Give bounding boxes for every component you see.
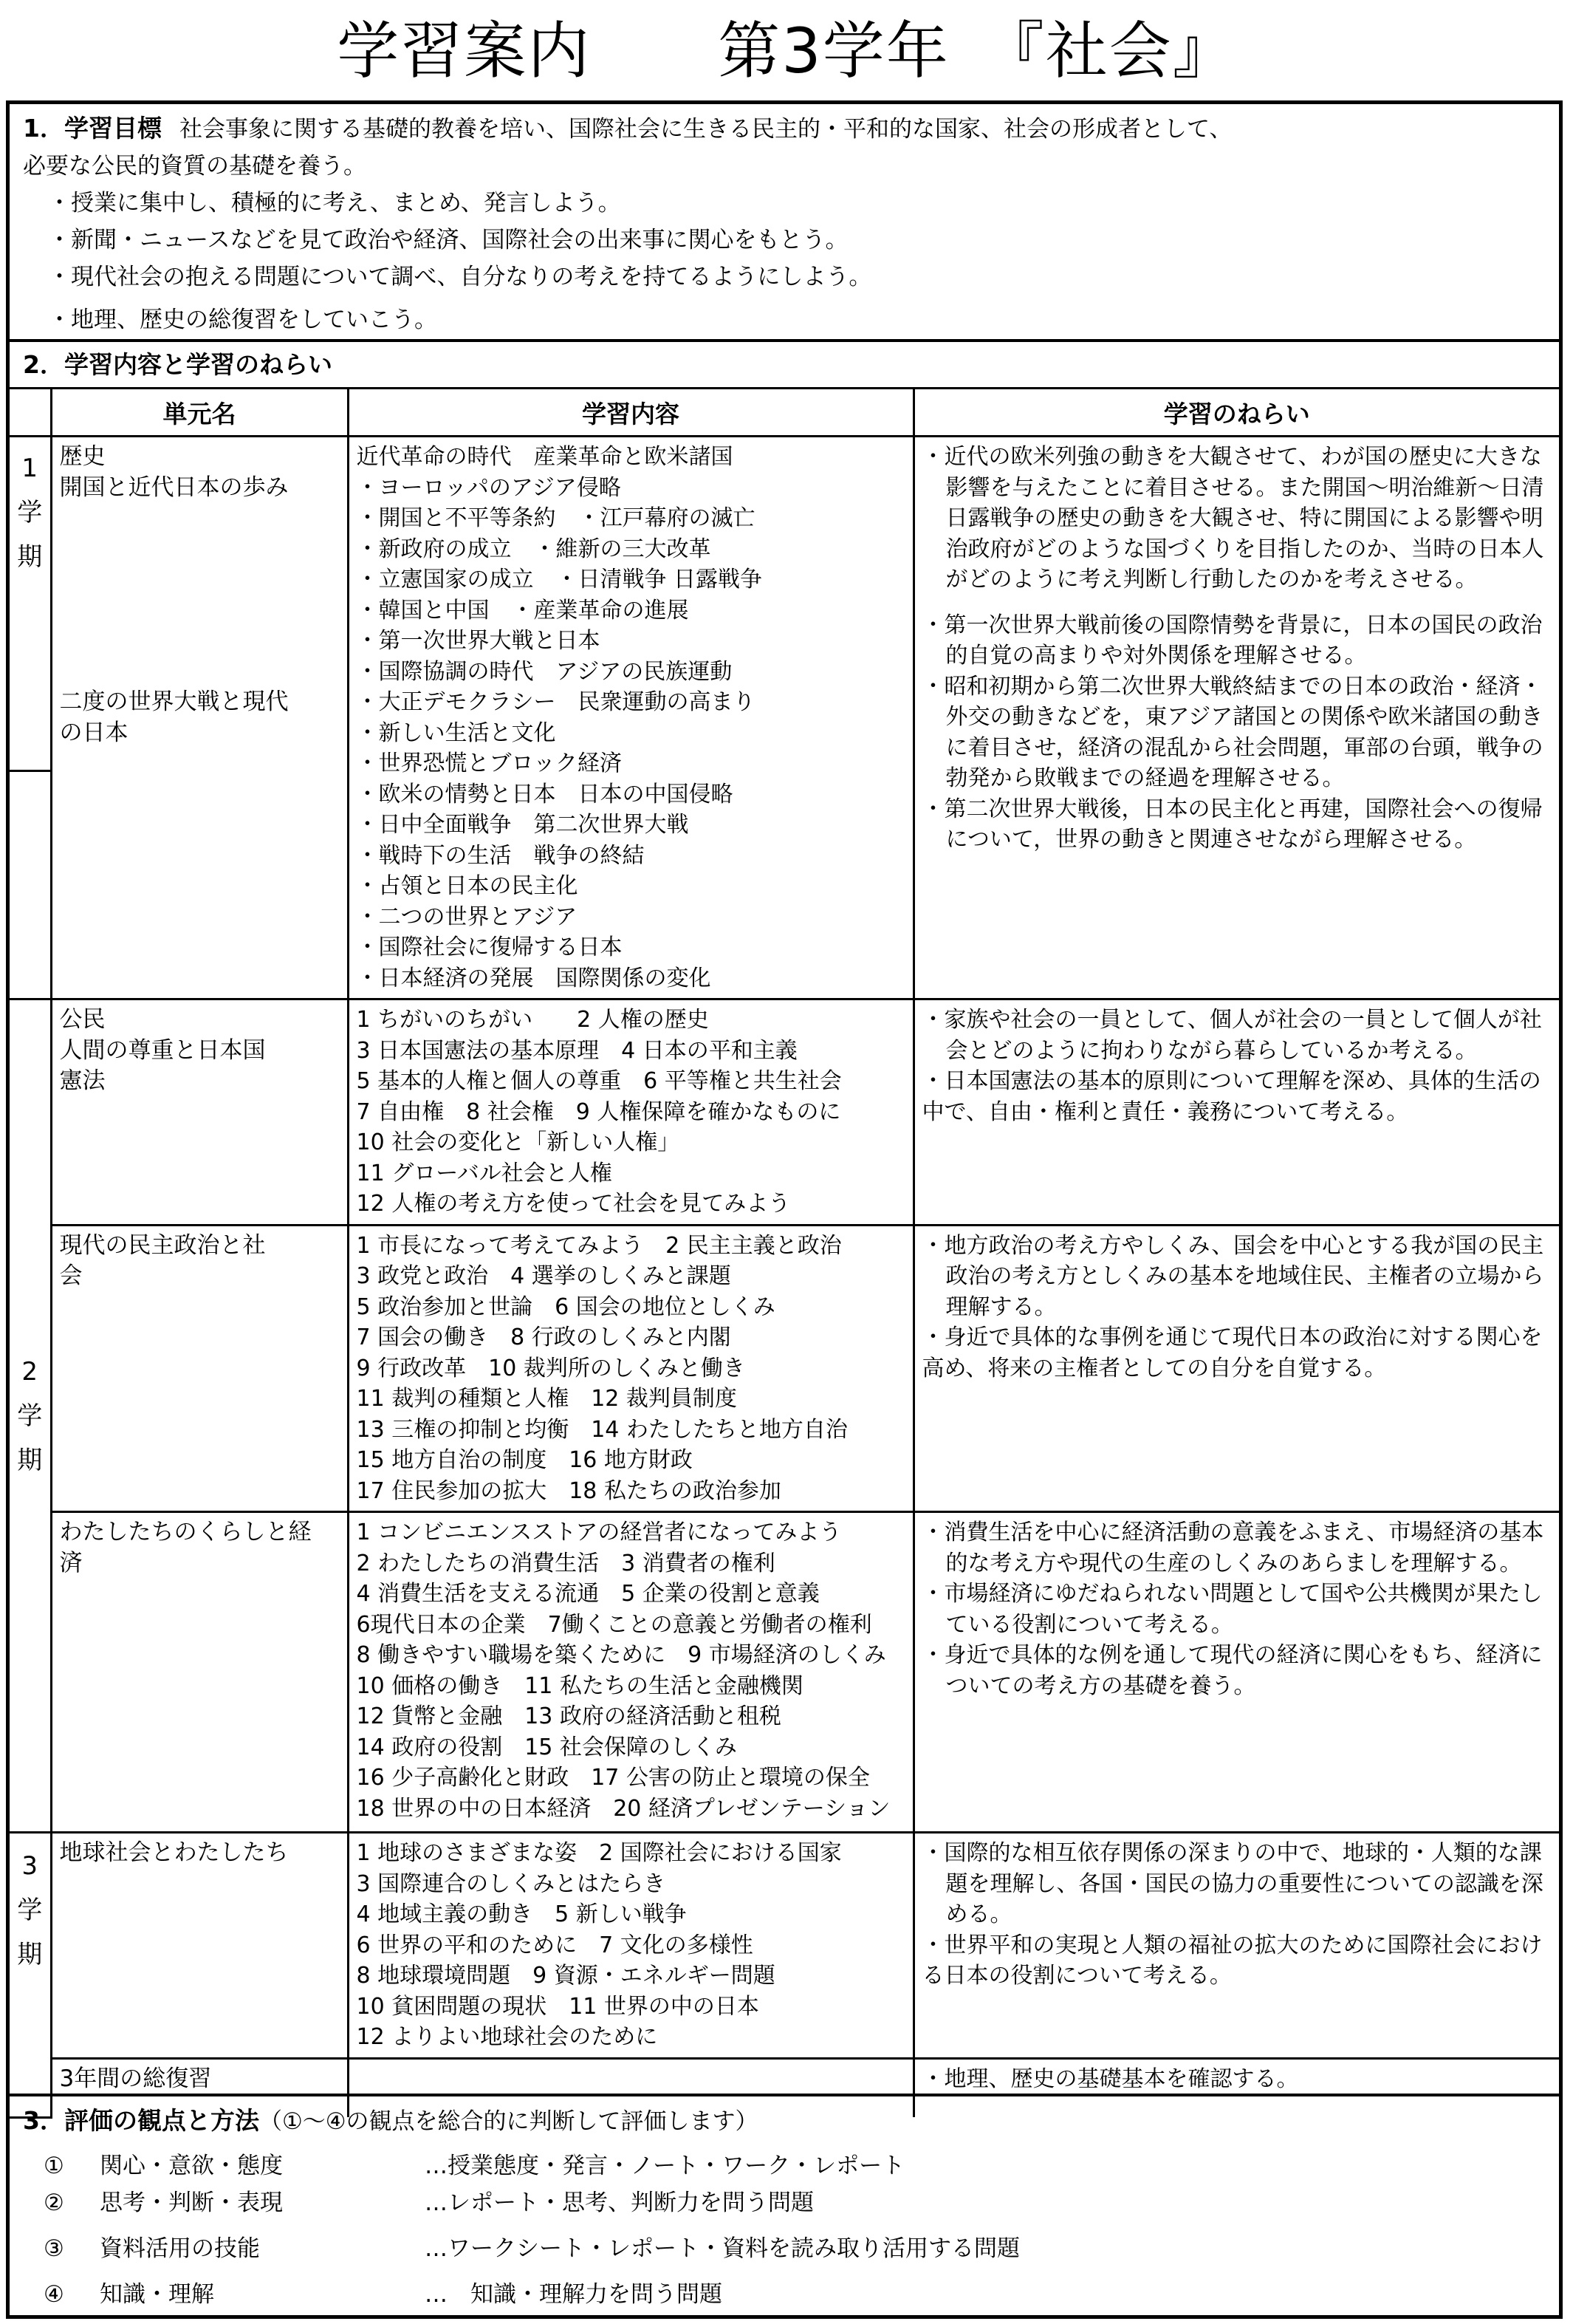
content-line: ・大正デモクラシー 民衆運動の高まり bbox=[356, 689, 755, 715]
content-cell bbox=[348, 999, 914, 1226]
criterion-name: 資料活用の技能 bbox=[100, 2235, 260, 2262]
content-line: 8 働きやすい職場を築くために 9 市場経済のしくみ bbox=[356, 1642, 886, 1668]
goal-text-line1: 社会事象に関する基礎的教養を培い、国際社会に生きる民主的・平和的な国家、社会の形成者として、 bbox=[179, 116, 1233, 143]
table-row bbox=[10, 1225, 1559, 1512]
content-line: 18 世界の中の日本経済 20 経済プレゼンテーション bbox=[356, 1795, 891, 1822]
criterion-method: …レポート・思考、判断力を問う問題 bbox=[425, 2190, 814, 2216]
column-header-aim: 学習のねらい bbox=[914, 389, 1559, 437]
aim-item: ・地方政治の考え方やしくみ、国会を中心とする我が国の民主政治の考え方としくみの基本を地域住民、主権者の立場から理解する。 bbox=[922, 1232, 1544, 1320]
table-row bbox=[10, 1833, 1559, 2059]
criterion-number: ① bbox=[44, 2153, 64, 2179]
content-cell bbox=[348, 1833, 914, 2059]
column-header-content: 学習内容 bbox=[348, 389, 914, 437]
content-line: 11 裁判の種類と人権 12 裁判員制度 bbox=[356, 1386, 737, 1412]
criterion-method: … 知識・理解力を問う問題 bbox=[425, 2281, 722, 2308]
learning-goals-heading: 1．学習目標 bbox=[23, 114, 162, 143]
evaluation-section bbox=[10, 2094, 1559, 2315]
content-cell bbox=[348, 1225, 914, 1512]
content-line: 3 日本国憲法の基本原理 4 日本の平和主義 bbox=[356, 1037, 798, 1064]
content-line: 12 人権の考え方を使って社会を見てみよう bbox=[356, 1191, 791, 1217]
term-3-label: 3 学 期 bbox=[10, 1833, 51, 2118]
content-line: 1 コンビニエンスストアの経営者になってみよう bbox=[356, 1520, 842, 1545]
content-line: 5 政治参加と世論 6 国会の地位としくみ bbox=[356, 1293, 775, 1320]
learning-goals-section bbox=[10, 104, 1559, 342]
content-line: ・新しい生活と文化 bbox=[356, 720, 556, 746]
content-line: 7 国会の働き 8 行政のしくみと内閣 bbox=[356, 1325, 731, 1350]
term-cell bbox=[10, 437, 51, 999]
criterion-name: 思考・判断・表現 bbox=[100, 2190, 283, 2216]
content-line: ・世界恐慌とブロック経済 bbox=[356, 751, 622, 776]
content-line: 1 地球のさまざまな姿 2 国際社会における国家 bbox=[356, 1840, 842, 1866]
column-header-unit: 単元名 bbox=[51, 389, 348, 437]
content-line: 15 地方自治の制度 16 地方財政 bbox=[356, 1447, 693, 1473]
table-row bbox=[10, 1512, 1559, 1833]
content-line: 12 貨幣と金融 13 政府の経済活動と租税 bbox=[356, 1703, 781, 1729]
content-line: 5 基本的人権と個人の尊重 6 平等権と共生社会 bbox=[356, 1068, 842, 1094]
goal-bullet: ・新聞・ニュースなどを見て政治や経済、国際社会の出来事に関心をもとう。 bbox=[48, 227, 849, 253]
criterion-method: …授業態度・発言・ノート・ワーク・レポート bbox=[425, 2153, 905, 2179]
aim-item: ・昭和初期から第二次世界大戦終結までの日本の政治・経済・外交の動きなどを，東アジア諸国との関係や欧米諸国の動きに着目させ，経済の混乱から社会問題，軍部の台頭，戦争の勃発から敗戦までの経過を理解させる。 bbox=[922, 673, 1543, 791]
content-line: 10 社会の変化と「新しい人権」 bbox=[356, 1129, 680, 1155]
content-line: ・欧米の情勢と日本 日本の中国侵略 bbox=[356, 781, 733, 807]
content-line: 14 政府の役割 15 社会保障のしくみ bbox=[356, 1734, 737, 1760]
aim-cell bbox=[914, 437, 1559, 999]
aim-cell bbox=[914, 1512, 1559, 1833]
unit-name: 3年間の総復習 bbox=[51, 2058, 348, 2117]
aim-cell bbox=[914, 1833, 1559, 2059]
aim-item: ・消費生活を中心に経済活動の意義をふまえ、市場経済の基本的な考え方や現代の生産のしくみのあらましを理解する。 bbox=[922, 1520, 1544, 1576]
content-line: 6 世界の平和のために 7 文化の多様性 bbox=[356, 1932, 753, 1958]
content-line: ・韓国と中国 ・産業革命の進展 bbox=[356, 597, 689, 623]
aim-item: ・第一次世界大戦前後の国際情勢を背景に，日本の国民の政治的自覚の高まりや対外関係を理解させる。 bbox=[922, 612, 1543, 669]
content-line: 1 市長になって考えてみよう 2 民主主義と政治 bbox=[356, 1232, 842, 1259]
unit-name: 歴史 開国と近代日本の歩み 二度の世界大戦と現代 の日本 bbox=[51, 437, 348, 999]
evaluation-heading: 3．評価の観点と方法 bbox=[23, 2106, 259, 2135]
aim-cell bbox=[914, 1225, 1559, 1512]
criterion-number: ② bbox=[44, 2190, 64, 2216]
aim-cell bbox=[914, 999, 1559, 1226]
page-title: 学習案内 第3学年 『社会』 bbox=[337, 15, 1236, 87]
unit-name: わたしたちのくらしと経 済 bbox=[51, 1512, 348, 1833]
content-line: ・戦時下の生活 戦争の終結 bbox=[356, 842, 645, 869]
content-line: ・日中全面戦争 第二次世界大戦 bbox=[356, 812, 689, 838]
content-line: ・第一次世界大戦と日本 bbox=[356, 628, 600, 654]
table-row bbox=[10, 437, 1559, 999]
aim-item: ・国際的な相互依存関係の深まりの中で、地球的・人類的な課題を理解し、各国・国民の協力の重要性についての認識を深める。 bbox=[922, 1840, 1543, 1927]
content-line: 3 国際連合のしくみとはたらき bbox=[356, 1870, 666, 1897]
criterion-row bbox=[44, 2231, 1020, 2266]
content-line: 10 価格の働き 11 私たちの生活と金融機関 bbox=[356, 1672, 803, 1699]
content-cell bbox=[348, 437, 914, 999]
goal-bullet: ・授業に集中し、積極的に考え、まとめ、発言しよう。 bbox=[48, 190, 621, 216]
content-line: 16 少子高齢化と財政 17 公害の防止と環境の保全 bbox=[356, 1765, 870, 1791]
content-line: 11 グローバル社会と人権 bbox=[356, 1160, 612, 1186]
unit-name: 現代の民主政治と社 会 bbox=[51, 1225, 348, 1512]
aim-item: ・身近で具体的な事例を通じて現代日本の政治に対する関心を高め、将来の主権者としての自分を自覚する。 bbox=[922, 1325, 1543, 1381]
content-line: ・立憲国家の成立 ・日清戦争 日露戦争 bbox=[356, 567, 763, 592]
unit-table bbox=[10, 389, 1559, 2119]
content-line: ・二つの世界とアジア bbox=[356, 903, 578, 930]
content-line: 13 三権の抑制と均衡 14 わたしたちと地方自治 bbox=[356, 1416, 848, 1443]
content-line: 4 地域主義の動き 5 新しい戦争 bbox=[356, 1901, 687, 1927]
criterion-row bbox=[44, 2185, 814, 2221]
term-1-label: 1 学 期 bbox=[10, 437, 50, 772]
aim-item: ・市場経済にゆだねられない問題として国や公共機関が果たしている役割について考える。 bbox=[922, 1581, 1543, 1638]
evaluation-heading-row bbox=[10, 2096, 1559, 2146]
goal-bullet: ・現代社会の抱える問題について調べ、自分なりの考えを持てるようにしよう。 bbox=[48, 264, 872, 290]
criterion-row bbox=[44, 2148, 905, 2184]
aim-item: ・地理、歴史の基礎基本を確認する。 bbox=[922, 2065, 1299, 2092]
content-cell bbox=[348, 1512, 914, 1833]
content-line: ・ヨーロッパのアジア侵略 bbox=[356, 474, 621, 501]
criterion-number: ④ bbox=[44, 2281, 64, 2308]
criterion-method: …ワークシート・レポート・資料を読み取り活用する問題 bbox=[425, 2235, 1020, 2262]
content-line: 1 ちがいのちがい 2 人権の歴史 bbox=[356, 1007, 709, 1033]
content-line: 6現代日本の企業 7働くことの意義と労働者の権利 bbox=[356, 1611, 872, 1638]
content-line: 近代革命の時代 産業革命と欧米諸国 bbox=[356, 444, 733, 470]
criterion-name: 関心・意欲・態度 bbox=[100, 2153, 283, 2179]
goal-text-line2: 必要な公民的資質の基礎を養う。 bbox=[23, 153, 366, 180]
content-line: 7 自由権 8 社会権 9 人権保障を確かなものに bbox=[356, 1098, 841, 1125]
content-line: ・新政府の成立 ・維新の三大改革 bbox=[356, 536, 711, 562]
aim-item: ・身近で具体的な例を通して現代の経済に関心をもち、経済についての考え方の基礎を養う。 bbox=[922, 1642, 1543, 1699]
content-line: ・開国と不平等条約 ・江戸幕府の滅亡 bbox=[356, 505, 755, 531]
term-header bbox=[10, 389, 51, 437]
content-line: 10 貧困問題の現状 11 世界の中の日本 bbox=[356, 1993, 759, 2020]
goal-bullet: ・地理、歴史の総復習をしていこう。 bbox=[48, 307, 437, 333]
content-line: 9 行政改革 10 裁判所のしくみと働き bbox=[356, 1355, 745, 1381]
evaluation-note: （①～④の観点を総合的に判断して評価します） bbox=[258, 2108, 758, 2135]
term-2-label: 2 学 期 bbox=[10, 999, 51, 1833]
unit-name: 公民 人間の尊重と日本国 憲法 bbox=[51, 999, 348, 1226]
content-line: ・日本経済の発展 国際関係の変化 bbox=[356, 965, 711, 991]
aim-item: ・第二次世界大戦後，日本の民主化と再建，国際社会への復帰について，世界の動きと関連させながら理解させる。 bbox=[922, 796, 1543, 852]
table-header-row bbox=[10, 389, 1559, 437]
content-line: 3 政党と政治 4 選挙のしくみと課題 bbox=[356, 1263, 731, 1289]
content-line: 17 住民参加の拡大 18 私たちの政治参加 bbox=[356, 1477, 781, 1504]
criterion-name: 知識・理解 bbox=[100, 2281, 214, 2308]
criterion-row bbox=[44, 2277, 722, 2312]
aim-item: ・近代の欧米列強の動きを大観させて、わが国の歴史に大きな影響を与えたことに着目させる。また開国～明治維新～日清日露戦争の歴史の動きを大観させ、特に開国による影響や明治政府がどのような国づくりを目指したのか、当時の日本人がどのように考え判断し行動したのかを考えさせる。 bbox=[922, 444, 1544, 592]
aim-item: ・日本国憲法の基本的原則について理解を深め、具体的生活の中で、自由・権利と責任・義務について考える。 bbox=[922, 1068, 1541, 1125]
content-line: 4 消費生活を支える流通 5 企業の役割と意義 bbox=[356, 1581, 820, 1607]
aim-item: ・世界平和の実現と人類の福祉の拡大のために国際社会における日本の役割について考える。 bbox=[922, 1932, 1543, 1989]
learning-content-heading: 2．学習内容と学習のねらい bbox=[10, 342, 1559, 389]
content-line: 8 地球環境問題 9 資源・エネルギー問題 bbox=[356, 1963, 775, 1989]
table-row bbox=[10, 999, 1559, 1226]
document-frame bbox=[6, 100, 1563, 2319]
content-line: 2 わたしたちの消費生活 3 消費者の権利 bbox=[356, 1550, 775, 1576]
aim-item: ・家族や社会の一員として、個人が社会の一員として個人が社会とどのように拘わりながら暮らしているか考える。 bbox=[922, 1007, 1542, 1064]
unit-name: 地球社会とわたしたち bbox=[51, 1833, 348, 2059]
criterion-number: ③ bbox=[44, 2235, 64, 2262]
content-line: 12 よりよい地球社会のために bbox=[356, 2024, 658, 2050]
content-line: ・国際協調の時代 アジアの民族運動 bbox=[356, 658, 733, 685]
content-line: ・占領と日本の民主化 bbox=[356, 873, 578, 899]
content-line: ・国際社会に復帰する日本 bbox=[356, 934, 623, 960]
